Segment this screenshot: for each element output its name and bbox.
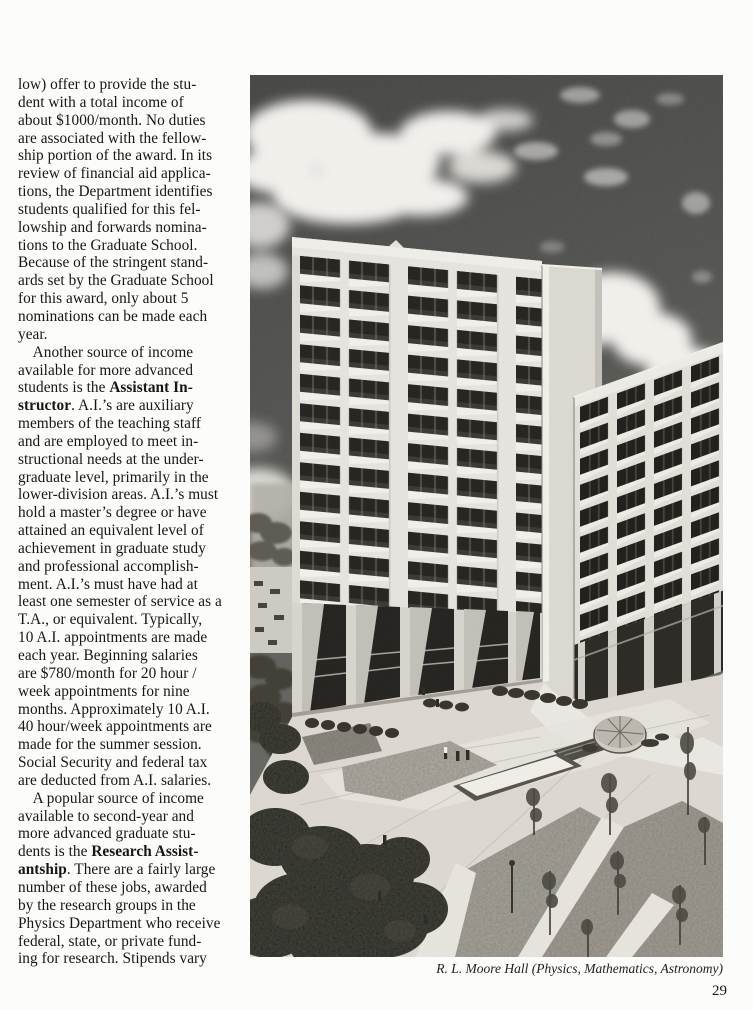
text-line: ment. A.I.’s must have had at <box>18 575 198 593</box>
text-line: are $780/month for 20 hour / <box>18 664 197 682</box>
text-line: ship portion of the award. In its <box>18 147 213 165</box>
text-line: are associated with the fellow- <box>18 129 207 147</box>
film-grain <box>250 75 723 957</box>
text-line: graduate level, primarily in the <box>18 468 209 486</box>
building-photo-illustration <box>250 75 723 957</box>
text-line: year. <box>18 325 48 343</box>
text-line: students qualified for this fel- <box>18 200 201 218</box>
text-line: review of financial aid applica- <box>18 165 211 183</box>
text-line: more advanced graduate stu- <box>18 825 196 843</box>
text-line: tions to the Graduate School. <box>18 236 198 254</box>
text-line: students is the Assistant In- <box>18 379 193 397</box>
text-line: tions, the Department identifies <box>18 183 213 201</box>
text-line: attained an equivalent level of <box>18 522 204 540</box>
text-line: low) offer to provide the stu- <box>18 76 197 93</box>
text-line: for this award, only about 5 <box>18 290 189 308</box>
text-line: structor. A.I.’s are auxiliary <box>18 397 194 415</box>
text-line: dents is the Research Assist- <box>18 843 199 861</box>
text-line: hold a master’s degree or have <box>18 504 207 522</box>
text-line: number of these jobs, awarded <box>18 878 207 896</box>
text-line: lower-division areas. A.I.’s must <box>18 486 219 504</box>
text-line: by the research groups in the <box>18 896 196 914</box>
text-line: lowship and forwards nomina- <box>18 218 207 236</box>
page-number: 29 <box>712 983 727 999</box>
text-line: Because of the stringent stand- <box>18 254 209 272</box>
text-line: available for more advanced <box>18 361 194 379</box>
text-line: Social Security and federal tax <box>18 754 208 772</box>
text-line: available to second-year and <box>18 807 194 825</box>
text-line: 10 A.I. appointments are made <box>18 629 208 647</box>
text-line: Physics Department who receive <box>18 914 221 932</box>
text-line: A popular source of income <box>18 789 204 807</box>
text-column <box>18 76 254 968</box>
text-line: least one semester of service as a <box>18 593 222 611</box>
text-line: antship. There are a fairly large <box>18 861 216 879</box>
text-line: federal, state, or private fund- <box>18 932 202 950</box>
text-line: nominations can be made each <box>18 307 208 325</box>
text-line: ing for research. Stipends vary <box>18 950 207 968</box>
text-line: achievement in graduate study <box>18 539 206 557</box>
text-line: members of the teaching staff <box>18 415 201 433</box>
text-line: and professional accomplish- <box>18 557 199 575</box>
building-photo <box>250 75 723 957</box>
text-line: and are employed to meet in- <box>18 432 199 450</box>
text-line: T.A., or equivalent. Typically, <box>18 611 203 629</box>
text-line: about $1000/month. No duties <box>18 111 206 129</box>
text-line: months. Approximately 10 A.I. <box>18 700 210 718</box>
text-line: made for the summer session. <box>18 736 202 754</box>
text-line: dent with a total income of <box>18 93 184 111</box>
photo-caption: R. L. Moore Hall (Physics, Mathematics, Astronomy) <box>436 961 723 976</box>
text-line: are deducted from A.I. salaries. <box>18 771 212 789</box>
text-line: Another source of income <box>18 343 194 361</box>
text-line: week appointments for nine <box>18 682 190 700</box>
text-line: ards set by the Graduate School <box>18 272 214 290</box>
text-line: 40 hour/week appointments are <box>18 718 212 736</box>
text-line: each year. Beginning salaries <box>18 647 198 664</box>
text-line: structional needs at the under- <box>18 450 204 468</box>
